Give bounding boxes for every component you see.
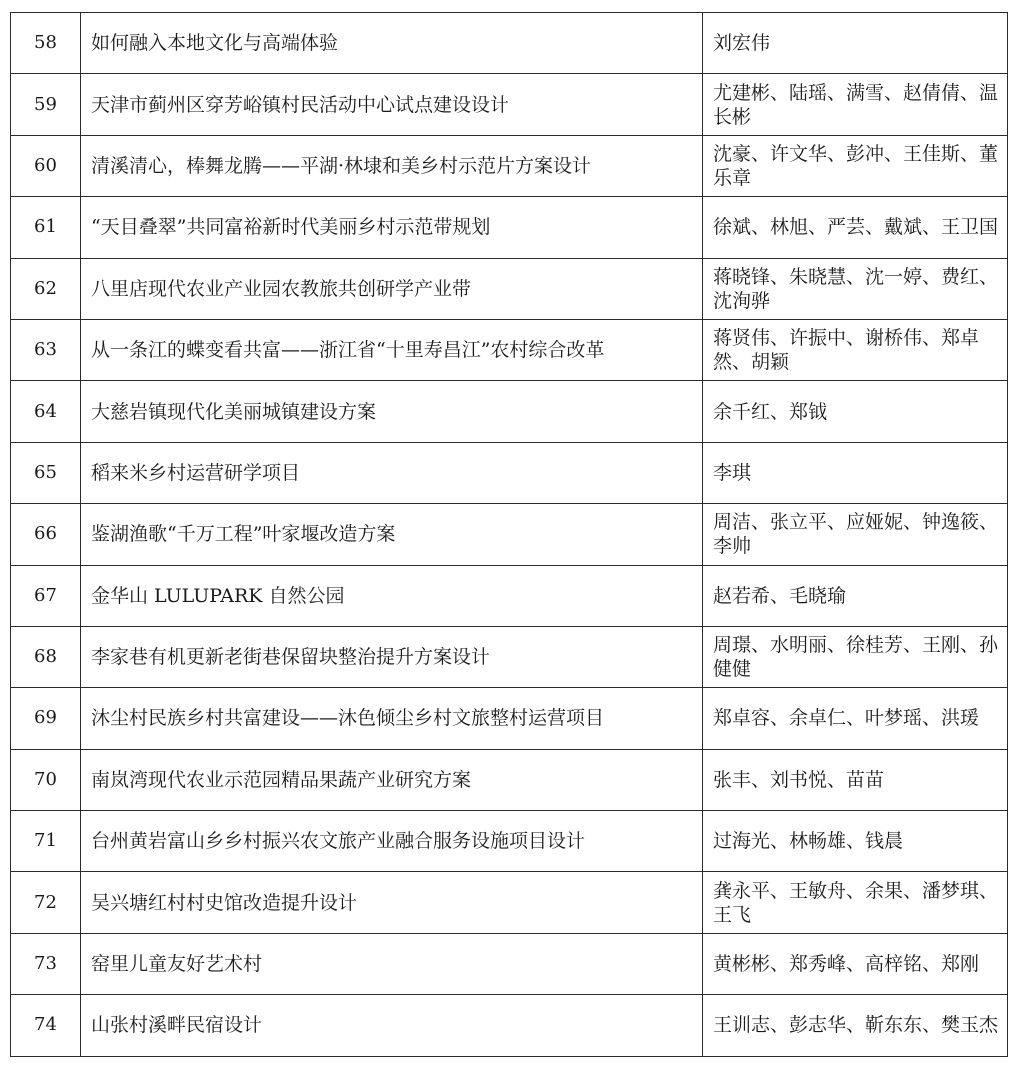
- table-row: [11, 319, 1008, 380]
- award-table: [10, 12, 1008, 1057]
- table-row: [11, 872, 1008, 933]
- table-row: [11, 258, 1008, 319]
- project-title: 从一条江的蝶变看共富——浙江省“十里寿昌江”农村综合改革: [81, 319, 703, 380]
- row-number: 65: [11, 442, 81, 503]
- award-list-sheet: [10, 12, 1007, 1057]
- project-authors: 徐斌、林旭、严芸、戴斌、王卫国: [703, 197, 1008, 258]
- project-authors: 蒋晓锋、朱晓慧、沈一婷、费红、沈洵骅: [703, 258, 1008, 319]
- table-row: [11, 995, 1008, 1056]
- project-title: 李家巷有机更新老街巷保留块整治提升方案设计: [81, 626, 703, 687]
- project-authors: 沈豪、许文华、彭冲、王佳斯、董乐章: [703, 135, 1008, 196]
- row-number: 67: [11, 565, 81, 626]
- project-authors: 王训志、彭志华、靳东东、樊玉杰: [703, 995, 1008, 1056]
- table-row: [11, 811, 1008, 872]
- row-number: 73: [11, 933, 81, 994]
- project-authors: 黄彬彬、郑秀峰、高梓铭、郑刚: [703, 933, 1008, 994]
- project-authors: 尤建彬、陆瑶、满雪、赵倩倩、温长彬: [703, 74, 1008, 135]
- row-number: 66: [11, 504, 81, 565]
- table-row: [11, 13, 1008, 74]
- project-authors: 龚永平、王敏舟、余果、潘梦琪、王飞: [703, 872, 1008, 933]
- row-number: 69: [11, 688, 81, 749]
- table-row: [11, 504, 1008, 565]
- project-title: 台州黄岩富山乡乡村振兴农文旅产业融合服务设施项目设计: [81, 811, 703, 872]
- row-number: 60: [11, 135, 81, 196]
- project-authors: 过海光、林畅雄、钱晨: [703, 811, 1008, 872]
- table-row: [11, 381, 1008, 442]
- project-title: 金华山 LULUPARK 自然公园: [81, 565, 703, 626]
- project-title: 山张村溪畔民宿设计: [81, 995, 703, 1056]
- row-number: 59: [11, 74, 81, 135]
- project-title: 稻来米乡村运营研学项目: [81, 442, 703, 503]
- project-authors: 刘宏伟: [703, 13, 1008, 74]
- award-table-body: [11, 13, 1008, 1057]
- table-row: [11, 933, 1008, 994]
- project-title: 吴兴塘红村村史馆改造提升设计: [81, 872, 703, 933]
- table-row: [11, 197, 1008, 258]
- row-number: 64: [11, 381, 81, 442]
- row-number: 74: [11, 995, 81, 1056]
- row-number: 63: [11, 319, 81, 380]
- row-number: 58: [11, 13, 81, 74]
- project-authors: 周洁、张立平、应娅妮、钟逸筱、李帅: [703, 504, 1008, 565]
- project-authors: 蒋贤伟、许振中、谢桥伟、郑卓然、胡颖: [703, 319, 1008, 380]
- table-row: [11, 442, 1008, 503]
- table-row: [11, 135, 1008, 196]
- project-authors: 郑卓容、余卓仁、叶梦瑶、洪瑗: [703, 688, 1008, 749]
- table-row: [11, 74, 1008, 135]
- project-title: 清溪清心，棒舞龙腾——平湖·林埭和美乡村示范片方案设计: [81, 135, 703, 196]
- project-title: 大慈岩镇现代化美丽城镇建设方案: [81, 381, 703, 442]
- row-number: 71: [11, 811, 81, 872]
- row-number: 61: [11, 197, 81, 258]
- project-authors: 李琪: [703, 442, 1008, 503]
- project-title: 鉴湖渔歌“千万工程”叶家堰改造方案: [81, 504, 703, 565]
- row-number: 72: [11, 872, 81, 933]
- row-number: 62: [11, 258, 81, 319]
- table-row: [11, 749, 1008, 810]
- row-number: 70: [11, 749, 81, 810]
- project-authors: 余千红、郑钺: [703, 381, 1008, 442]
- project-authors: 周璟、水明丽、徐桂芳、王刚、孙健健: [703, 626, 1008, 687]
- project-title: 沐尘村民族乡村共富建设——沐色倾尘乡村文旅整村运营项目: [81, 688, 703, 749]
- project-title: 如何融入本地文化与高端体验: [81, 13, 703, 74]
- table-row: [11, 565, 1008, 626]
- project-title: “天目叠翠”共同富裕新时代美丽乡村示范带规划: [81, 197, 703, 258]
- row-number: 68: [11, 626, 81, 687]
- project-title: 八里店现代农业产业园农教旅共创研学产业带: [81, 258, 703, 319]
- project-title: 天津市蓟州区穿芳峪镇村民活动中心试点建设设计: [81, 74, 703, 135]
- project-title: 南岚湾现代农业示范园精品果蔬产业研究方案: [81, 749, 703, 810]
- project-title: 窑里儿童友好艺术村: [81, 933, 703, 994]
- project-authors: 赵若希、毛晓瑜: [703, 565, 1008, 626]
- table-row: [11, 688, 1008, 749]
- table-row: [11, 626, 1008, 687]
- project-authors: 张丰、刘书悦、苗苗: [703, 749, 1008, 810]
